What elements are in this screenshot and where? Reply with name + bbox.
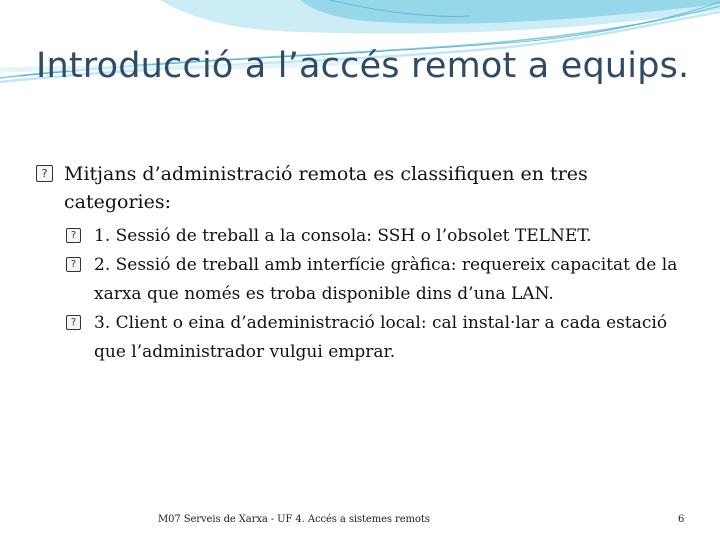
bullet-text: Mitjans d’administració remota es classifiquen en tres categories: (64, 163, 588, 213)
sub-bullet-text: 2. Sessió de treball amb interfície gràfica: requereix capacitat de la xarxa que només es troba disponible dins d’una LAN. (94, 255, 678, 304)
missing-glyph-icon: ? (36, 165, 53, 182)
sub-bullet-item (66, 309, 696, 367)
sub-bullet-item (66, 251, 696, 309)
slide-footer: M07 Serveis de Xarxa - UF 4. Accés a sistemes remots (158, 514, 430, 525)
missing-glyph-icon: ? (66, 315, 81, 330)
sub-bullet-text: 3. Client o eina d’adeministració local: cal instal·lar a cada estació que l’administrador vulgui emprar. (94, 313, 668, 362)
slide-title: Introducció a l’accés remot a equips. (36, 46, 690, 86)
sub-bullet-text: 1. Sessió de treball a la consola: SSH o l’obsolet TELNET. (94, 226, 592, 246)
missing-glyph-icon: ? (66, 228, 81, 243)
slide-content (36, 160, 696, 367)
sub-bullet-item (66, 222, 696, 251)
page-number: 6 (678, 514, 685, 525)
bullet-item (36, 160, 696, 216)
missing-glyph-icon: ? (66, 257, 81, 272)
